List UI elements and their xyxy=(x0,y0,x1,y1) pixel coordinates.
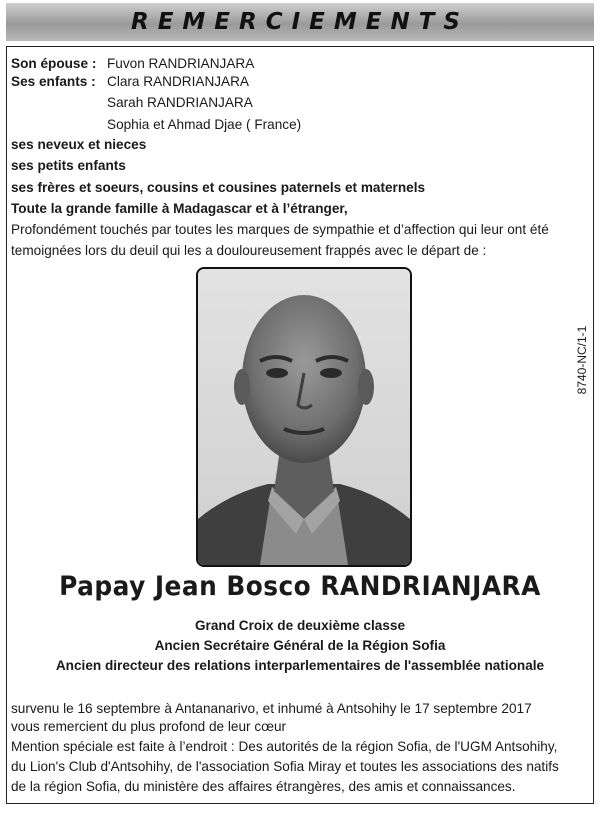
intro-line: temoignées lors du deuil qui les a douloureusement frappés avec le départ de : xyxy=(11,243,487,258)
deceased-title: Ancien Secrétaire Général de la Région Sofia xyxy=(154,638,446,653)
closing-line: vous remercient du plus profond de leur cœur xyxy=(11,719,287,734)
reference-code: 8740-NC/1-1 xyxy=(575,325,589,395)
closing-line: survenu le 16 septembre à Antananarivo, et inhumé à Antsohihy le 17 septembre 2017 xyxy=(11,701,532,716)
header-title: REMERCIEMENTS xyxy=(131,9,469,35)
intro-line: Profondément touchés par toutes les marques de sympathie et d’affection qui leur ont été xyxy=(11,222,549,237)
closing-line: Mention spéciale est faite à l’endroit : Des autorités de la région Sofia, de l'UGM Antsohihy, xyxy=(11,739,558,754)
spouse-name: Fuvon RANDRIANJARA xyxy=(107,56,255,71)
deceased-title: Grand Croix de deuxième classe xyxy=(194,618,406,633)
relatives-line: ses frères et soeurs, cousins et cousines paternels et maternels xyxy=(11,180,426,195)
relatives-line: Toute la grande famille à Madagascar et à l’étranger, xyxy=(11,201,348,216)
intro-paragraph xyxy=(11,221,589,260)
relatives-line: ses petits enfants xyxy=(11,158,126,173)
deceased-title: Ancien directeur des relations interparlementaires de l'assemblée nationale xyxy=(55,658,545,673)
closing-line: du Lion's Club d'Antsohihy, de l'association Sofia Miray et toutes les associations des natifs xyxy=(11,759,559,774)
closing-paragraph xyxy=(11,700,589,796)
spouse-label: Son épouse : xyxy=(11,56,97,71)
child-name: Sophia et Ahmad Djae ( France) xyxy=(107,117,302,132)
relatives-line: ses neveux et nieces xyxy=(11,137,147,152)
deceased-name: Papay Jean Bosco RANDRIANJARA xyxy=(59,571,541,602)
child-name: Sarah RANDRIANJARA xyxy=(107,95,253,110)
child-name: Clara RANDRIANJARA xyxy=(107,74,250,89)
closing-line: de la région Sofia, du ministère des affaires étrangères, des amis et connaissances. xyxy=(11,779,516,794)
children-row xyxy=(11,73,249,91)
spouse-row xyxy=(11,55,254,73)
header-banner xyxy=(6,3,594,41)
portrait-photo xyxy=(196,267,412,567)
children-label: Ses enfants : xyxy=(11,74,96,89)
